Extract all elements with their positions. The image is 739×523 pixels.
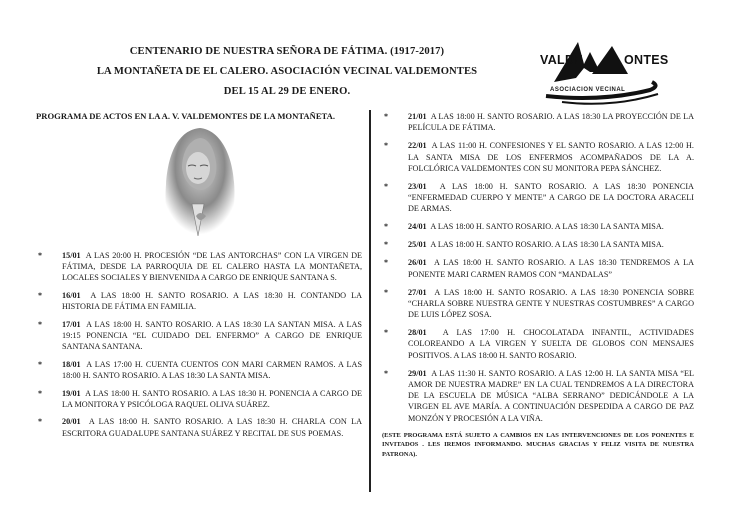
page-header [58,42,516,102]
item-text: A LAS 11:30 H. SANTO ROSARIO. A LAS 12:00 H. LA SANTA MISA “EL AMOR DE NUESTRA MADRE” EN LA CUAL TENDREMOS A LA DIRECTORA DE LA ESCUELA DE MÚSICA “ALBA SERRANO” DEDICÁNDOLE A LA VIRGEN EL AVE MARÍA. A CONTINUACIÓN DESPEDIDA A CARGO DE PAZ MONZÓN Y PROCESIÓN A LA VIÑA. [408,368,694,423]
program-item [382,239,694,250]
logo-subtitle: ASOCIACION VECINAL [550,87,626,93]
item-date: 17/01 [62,319,81,329]
bullet-star-icon: * [384,181,388,191]
program-item [36,319,362,353]
item-date: 27/01 [408,287,427,297]
item-text: A LAS 18:00 H. SANTO ROSARIO. A LAS 18:30 PONENCIA SOBRE “CHARLA SOBRE NUESTRA GENTE Y NUESTRAS COSTUMBRES” A CARGO DE LUIS LÓPEZ SOSA. [408,287,694,320]
item-text: A LAS 20:00 H. PROCESIÓN “DE LAS ANTORCHAS” CON LA VIRGEN DE FÁTIMA, DESDE LA PARROQUIA DE EL CALERO HASTA LA MONTAÑETA, LOCALES SOCIALES Y BIENVENIDA A CARGO DE ENRIQUE SANTANA S. [62,251,362,283]
bullet-star-icon: * [384,258,388,268]
bullet-star-icon: * [384,368,388,378]
bullet-star-icon: * [38,417,42,427]
item-date: 18/01 [62,359,81,369]
bullet-star-icon: * [384,328,388,338]
logo-text-left: VALDE [540,53,583,67]
bullet-star-icon: * [38,251,42,260]
program-item [382,140,694,174]
bullet-star-icon: * [384,141,388,151]
item-text: A LAS 18:00 H. SANTO ROSARIO. A LAS 18:30 H. PONENCIA A CARGO DE LA MONITORA Y PSICÓLOGA RAQUEL OLIVA SUÁREZ. [62,388,362,409]
bullet-star-icon: * [38,291,42,300]
bullet-star-icon: * [38,388,42,398]
item-date: 29/01 [408,368,427,378]
program-item [382,221,694,232]
item-date: 28/01 [408,328,427,338]
item-text: A LAS 18:00 H. SANTO ROSARIO. A LAS 18:30 TENDREMOS A LA PONENTE MARI CARMEN RAMOS CON “MANDALAS” [408,258,694,279]
item-date: 24/01 [408,222,427,232]
item-text: A LAS 11:00 H. CONFESIONES Y EL SANTO ROSARIO. A LAS 12:00 H. LA SANTA MISA DE LOS ENFERMOS ACOMPAÑADOS DE LA A. FOLCLÓRICA VALDEMONTES CON SU MONITORA PEPA SÁNCHEZ. [408,141,694,173]
item-text: A LAS 17:00 H. CUENTA CUENTOS CON MARI CARMEN RAMOS. A LAS 18:00 H. SANTO ROSARIO. A LAS 18:30 LA SANTA MISA. [62,359,362,380]
program-left-column [36,250,362,445]
item-date: 21/01 [408,112,427,121]
item-date: 16/01 [62,291,81,300]
program-item [382,368,694,424]
item-date: 25/01 [408,240,427,250]
program-title: PROGRAMA DE ACTOS EN LA A. V. VALDEMONTES DE LA MONTAÑETA. [36,111,336,121]
bullet-star-icon: * [384,240,388,250]
item-date: 26/01 [408,258,427,268]
item-text: A LAS 18:00 H. SANTO ROSARIO. A LAS 18:30 LA SANTAN MISA. A LAS 19:15 PONENCIA “EL CUIDADO DEL ENFERMO” A CARGO DE ENRIQUE SANTANA SANTANA. [62,319,362,352]
item-text: A LAS 18:00 H. SANTO ROSARIO. A LAS 18:30 LA SANTA MISA. [430,240,664,250]
virgin-mary-image [158,124,242,242]
bullet-star-icon: * [38,319,42,329]
item-date: 20/01 [62,417,81,427]
program-item [382,327,694,361]
item-text: A LAS 17:00 H. CHOCOLATADA INFANTIL, ACTIVIDADES COLOREANDO A LA VIRGEN Y SUELTA DE GLOBOS CON MENSAJES POSITIVOS. A LAS 18:00 H. SANTO ROSARIO. [408,328,694,360]
header-title-line-1: CENTENARIO DE NUESTRA SEÑORA DE FÁTIMA. (1917-2017) [129,46,445,57]
program-item [36,388,362,410]
item-text: A LAS 18:00 H. SANTO ROSARIO. A LAS 18:30 H. CHARLA CON LA ESCRITORA GUADALUPE SANTANA SUÁREZ Y RECITAL DE SUS POEMAS. [62,417,362,438]
mountain-logo-icon [532,38,680,110]
item-text: A LAS 18:00 H. SANTO ROSARIO. A LAS 18:30 PONENCIA “ENFERMEDAD CUERPO Y MENTE” A CARGO DE LA DOCTORA ARACELI DE ARMAS. [408,181,694,214]
program-item [382,111,694,133]
item-date: 15/01 [62,251,81,260]
item-date: 23/01 [408,181,427,191]
bullet-star-icon: * [384,112,388,121]
header-title-line-2: LA MONTAÑETA DE EL CALERO. ASOCIACIÓN VECINAL VALDEMONTES [96,66,478,77]
program-item [36,250,362,284]
bullet-star-icon: * [384,287,388,297]
bullet-star-icon: * [38,359,42,369]
item-text: A LAS 18:00 H. SANTO ROSARIO. A LAS 18:30 LA SANTA MISA. [430,222,664,232]
program-item [36,290,362,312]
program-item [382,287,694,321]
program-right-column [382,111,694,459]
item-date: 19/01 [62,388,81,398]
program-item [382,257,694,279]
program-item [382,181,694,215]
item-text: A LAS 18:00 H. SANTO ROSARIO. A LAS 18:30 LA PROYECCIÓN DE LA PELÍCULA DE FÁTIMA. [408,112,694,133]
item-text: A LAS 18:00 H. SANTO ROSARIO. A LAS 18:30 H. CONTANDO LA HISTORIA DE FÁTIMA EN FAMILIA. [62,291,362,312]
item-date: 22/01 [408,141,427,151]
bullet-star-icon: * [384,222,388,232]
valdemontes-logo [532,38,680,110]
program-item [36,416,362,438]
logo-text-right: ONTES [624,53,669,67]
header-title-line-3: DEL 15 AL 29 DE ENERO. [223,86,351,97]
program-note: (ESTE PROGRAMA ESTÁ SUJETO A CAMBIOS EN LAS INTERVENCIONES DE LOS PONENTES E INVITADOS . LES IREMOS INFORMANDO. MUCHAS GRACIAS Y FELIZ VISITA DE NUESTRA PATRONA). [382,431,694,458]
column-divider [369,110,371,492]
program-item [36,359,362,381]
